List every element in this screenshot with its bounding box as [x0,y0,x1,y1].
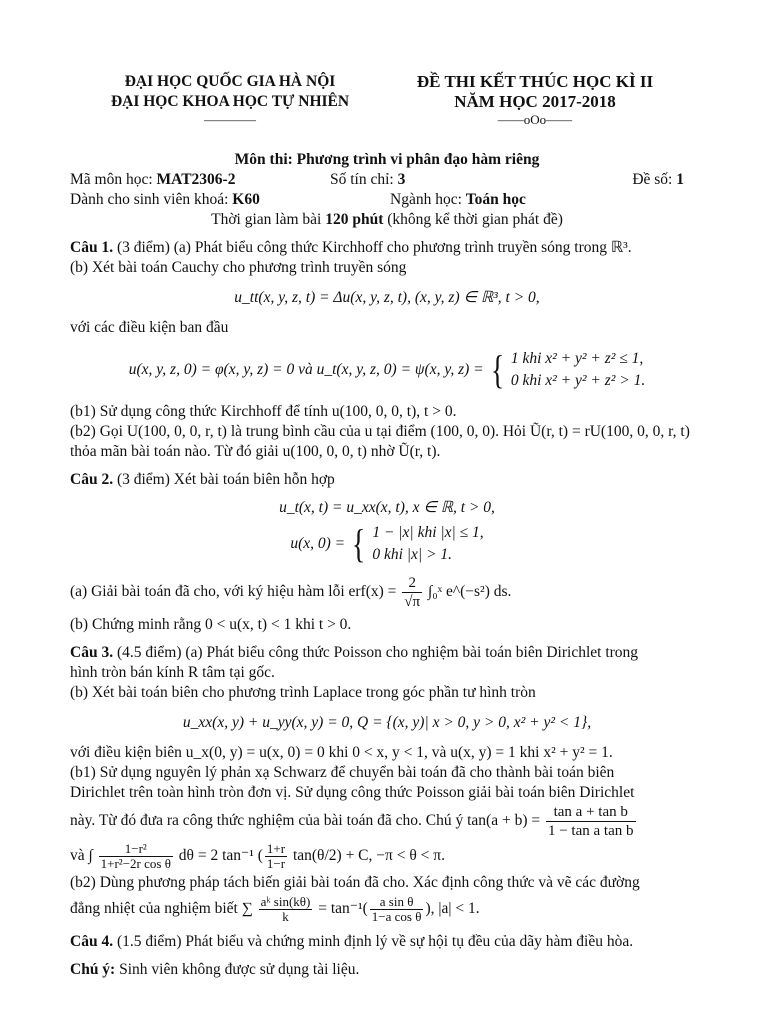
initial-conditions: u(x, y, z, 0) = φ(x, y, z) = 0 và u_t(x, y, z, 0) = ψ(x, y, z) = { 1 khi x² + y² + z² ≤ 1, 0 khi x² + y² + z² > 1. [128,347,646,392]
question-1: Câu 1. (3 điểm) (a) Phát biểu công thức Kirchhoff cho phương trình truyền sóng trong ℝ³. (b) Xét bài toán Cauchy cho phương trình truyền sóng u_tt(x, y, z, t) = Δu(x, y, z, t), (x, y, z) ∈ ℝ³, t > 0, với các điều kiện ban đầu u(x, y, z, 0) = φ(x, y, z) = 0 và u_t(x, y, z, 0) = ψ(x, y, z) = { 1 khi x² + y² + z² ≤ 1, 0 khi x² + y² + z² > 1. (b1) Sử dụng công thức Kirchhoff để tính u(100, 0, 0, t), t > 0. (b2) Gọi U(100, 0, 0, r, t) là trung bình cầu của u tại điểm (100, 0, 0). Hỏi Ũ(r, t) = rU(100, 0, 0, r, t) thỏa mãn bài toán nào. Từ đó giải u(100, 0, 0, t) nhờ Ũ(r, t). [70,238,704,462]
part-a: (a) Giải bài toán đã cho, với ký hiệu hàm lỗi erf(x) = $\frac{2}{√\pi}$ ∫₀ˣ e^(−s²) ds. [70,575,512,610]
credits: 3 [397,171,406,188]
exam-title: ĐỀ THI KẾT THÚC HỌC KÌ II [416,72,654,91]
equation: u_t(x, t) = u_xx(x, t), x ∈ ℝ, t > 0, [279,499,495,516]
question-label: Câu 4. [70,933,114,950]
question-3: Câu 3. (4.5 điểm) (a) Phát biểu công thức Poisson cho nghiệm bài toán biên Dirichlet trong hình tròn bán kính R tâm tại gốc. (b) Xét bài toán biên cho phương trình Laplace trong góc phần tư hình tròn u_xx(x, y) + u_yy(x, y) = 0, Q = {(x, y)| x > 0, y > 0, x² + y² < 1}, với điều kiện biên u_x(0, y) = u(x, 0) = 0 khi 0 < x, y < 1, và u(x, y) = 1 khi x² + y² = 1. (b1) Sử dụng nguyên lý phản xạ Schwarz để chuyển bài toán đã cho thành bài toán biên Dirichlet trên toàn hình tròn đơn vị. Sử dụng công thức Poisson giải bài toán biên Dirichlet này. Từ đó đưa ra công thức nghiệm của bài toán đã cho. Chú ý tan(a + b) = $\frac{\text{tan a + tan b}}{\text{1 − tan a tan b}}$ và ∫ $\frac{\text{1−r²}}{\text{1+r²−2r cos θ}}$ dθ = 2 tan⁻¹ ( $\frac{1+r}{1-r}$ tan(θ/2) + C, −π < θ < π. (b2) Dùng phương pháp tách biến giải bài toán đã cho. Xác định công thức và vẽ các đường đẳng nhiệt của nghiệm biết ∑ $\frac{\text{aᵏ sin(kθ)}}{k}$ = tan⁻¹( $\frac{\text{a sin θ}}{\text{1−a cos θ}}$ ), |a| < 1. [70,643,704,924]
series-formula-line: đẳng nhiệt của nghiệm biết ∑ $\frac{\text{aᵏ sin(kθ)}}{k}$ = tan⁻¹( $\frac{\text{a sin θ}}{\text{1−a cos θ}}$ ), |a| < 1. [70,894,480,924]
exam-number: 1 [676,171,684,188]
question-4: Câu 4. (1.5 điểm) Phát biểu và chứng minh định lý về sự hội tụ đều của dãy hàm điều hòa. [70,933,634,950]
major: Toán học [465,191,526,208]
note-label: Chú ý: [70,961,116,978]
cohort-row: Dành cho sinh viên khoá: K60 Ngành học: Toán học [70,191,526,208]
brace-icon: { [352,521,366,566]
time-line: Thời gian làm bài 120 phút (không kể thời gian phát đề) [211,211,563,228]
question-2: Câu 2. (3 điểm) Xét bài toán biên hỗn hợp u_t(x, t) = u_xx(x, t), x ∈ ℝ, t > 0, u(x, 0) = { 1 − |x| khi |x| ≤ 1, 0 khi |x| > 1. (a) Giải bài toán đã cho, với ký hiệu hàm lỗi erf(x) = $\frac{2}{√\pi}$ ∫₀ˣ e^(−s²) ds. (b) Chứng minh rằng 0 < u(x, t) < 1 khi t > 0. [70,470,704,635]
laplace-equation: u_xx(x, y) + u_yy(x, y) = 0, Q = {(x, y)| x > 0, y > 0, x² + y² < 1}, [182,714,592,731]
brace-icon: { [490,347,504,392]
question-label: Câu 1. [70,239,114,256]
cohort: K60 [232,191,260,208]
faculty-name: ĐẠI HỌC KHOA HỌC TỰ NHIÊN [110,93,350,110]
subject-line: Môn thi: Phương trình vi phân đạo hàm riêng [234,151,540,168]
university-name: ĐẠI HỌC QUỐC GIA HÀ NỘI [124,73,336,90]
integral-formula-line: và ∫ $\frac{\text{1−r²}}{\text{1+r²−2r cos θ}}$ dθ = 2 tan⁻¹ ( $\frac{1+r}{1-r}$ tan(θ/2) + C, −π < θ < π. [70,841,445,871]
initial-condition: u(x, 0) = { 1 − |x| khi |x| ≤ 1, 0 khi |x| > 1. [290,521,484,566]
course-code: MAT2306-2 [156,171,236,188]
title-separator: ——oOo—— [497,112,573,127]
header-separator: ———— [204,112,256,127]
exam-title-header [385,72,685,128]
university-header [90,72,370,128]
tan-formula-line: này. Từ đó đưa ra công thức nghiệm của bài toán đã cho. Chú ý tan(a + b) = $\frac{\text{tan a + tan b}}{\text{1 − tan a tan b}}$ [70,804,634,839]
question-label: Câu 2. [70,471,114,488]
exam-content [70,150,704,980]
boundary-conditions: với điều kiện biên u_x(0, y) = u(x, 0) = 0 khi 0 < x, y < 1, và u(x, y) = 1 khi x² + y² = 1. [70,744,613,761]
question-label: Câu 3. [70,644,114,661]
school-year: NĂM HỌC 2017-2018 [454,92,616,111]
equation: u_tt(x, y, z, t) = Δu(x, y, z, t), (x, y, z) ∈ ℝ³, t > 0, [234,289,540,306]
note: Chú ý: Sinh viên không được sử dụng tài liệu. [70,961,360,978]
course-info-row: Mã môn học: MAT2306-2 Số tín chỉ: 3 Đề số: 1 [70,171,684,188]
